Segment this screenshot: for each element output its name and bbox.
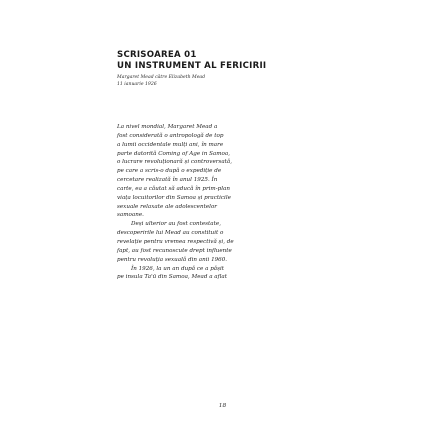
body-line: pe insula Ta'ū din Samoa, Mead a aflat [117, 274, 227, 281]
body-line: pentru revoluția sexuală din anii 1960. [117, 256, 228, 263]
body-line: sexuale relaxate ale adolescentelor [117, 203, 217, 210]
body-line: descoperirile lui Mead au constituit o [117, 230, 224, 237]
body-line: samoane. [117, 212, 144, 219]
letter-title: UN INSTRUMENT AL FERICIRII [117, 61, 267, 71]
body-line: parte datorită Coming of Age in Samoa, [117, 150, 231, 157]
letter-heading [117, 50, 417, 88]
letter-sender-recipient: Margaret Mead către Elizabeth Mead [117, 75, 206, 80]
body-line: a lumii occidentale mulți ani, în mare [117, 141, 224, 148]
body-line: Deși ulterior au fost contestate, [131, 221, 221, 228]
body-line: o lucrare revoluționară și controversată, [117, 159, 233, 166]
body-line: fapt, au fost recunoscute drept influente [117, 247, 232, 254]
body-text [117, 123, 337, 282]
page-number: 18 [218, 403, 227, 409]
body-line: În 1926, la un an după ce a pășit [131, 265, 225, 272]
letter-date: 11 ianuarie 1926 [117, 82, 157, 88]
letter-number-title: SCRISOAREA 01 [117, 50, 197, 60]
body-line: carte, ea a căutat să aducă în prim-plan [117, 185, 230, 192]
body-line: cercetare realizată în anul 1925. În [117, 177, 218, 184]
body-line: La nivel mondial, Margaret Mead a [117, 124, 218, 130]
body-line: fost considerată o antropologă de top [117, 132, 224, 139]
body-line: revelație pentru vremea respectivă și, de [117, 238, 234, 245]
body-line: pe care a scris-o după o expediție de [117, 168, 222, 175]
body-line: viața locuitorilor din Samoa și practicile [117, 194, 231, 201]
